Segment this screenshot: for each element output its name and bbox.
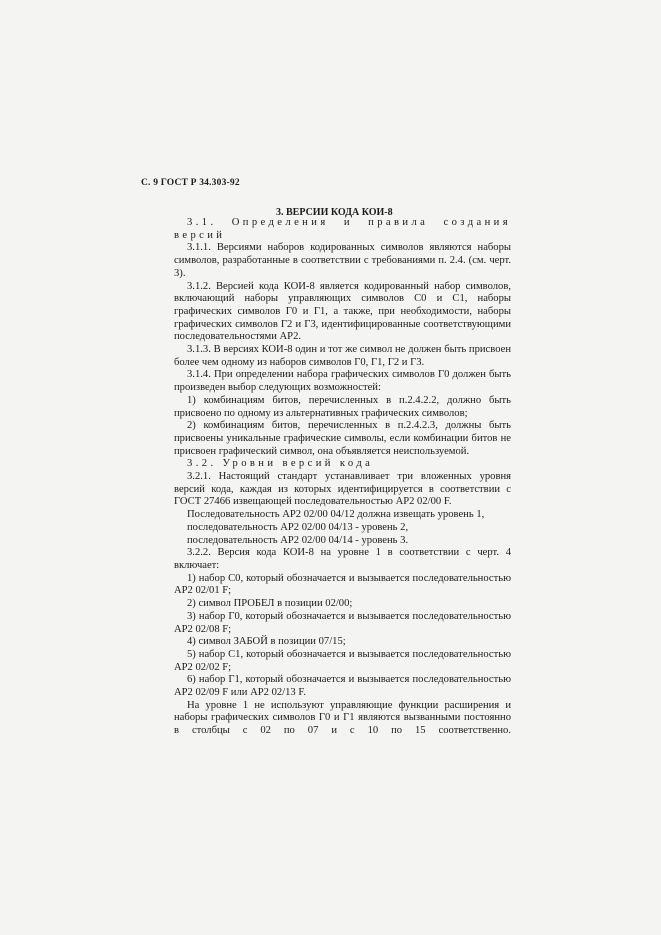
- list-item-3-2-2-1: 1) набор С0, который обозначается и вызывается последовательностью АР2 02/01 F;: [174, 572, 511, 597]
- section-title: 3. ВЕРСИИ КОДА КОИ-8: [276, 207, 393, 218]
- list-item-3-2-2-4: 4) символ ЗАБОЙ в позиции 07/15;: [187, 636, 346, 648]
- list-item-3-2-2-3: 3) набор Г0, который обозначается и вызывается последовательностью АР2 02/08 F;: [174, 610, 511, 635]
- list-item-3-1-4-1: 1) комбинациям битов, перечисленных в п.2.4.2.2, должно быть присвоено по одному из альтернативных графических символов;: [174, 394, 511, 419]
- page-header: С. 9 ГОСТ Р 34.303-92: [141, 178, 240, 188]
- list-item-3-2-2-5: 5) набор С1, который обозначается и вызывается последовательностью АР2 02/02 F;: [174, 648, 511, 673]
- subheading-3-2: 3.2. Уровни версий кода: [187, 458, 374, 470]
- paragraph-3-1-4: 3.1.4. При определении набора графических символов Г0 должен быть произведен выбор следующих возможностей:: [174, 369, 511, 394]
- paragraph-level-1-note: На уровне 1 не используют управляющие функции расширения и наборы графических символов Г0 и Г1 являются вызванными постоянно в столбцы с 02 по 07 и с 10 по 15 соответственно.: [174, 699, 511, 737]
- document-body: [174, 217, 511, 738]
- list-item-3-1-4-2: 2) комбинациям битов, перечисленных в п.2.4.2.3, должны быть присвоены уникальные графические символы, если комбинации битов не присвоен графический символ, она объявляется неиспользуемой.: [174, 420, 511, 457]
- subheading-3-1: 3.1. Определения и правила создания версий: [174, 217, 511, 241]
- paragraph-level-3: последовательность АР2 02/00 04/14 - уровень 3.: [187, 534, 409, 546]
- paragraph-3-1-1: 3.1.1. Версиями наборов кодированных символов являются наборы символов, разработанные в соответствии с требованиями п. 2.4. (см. черт. 3).: [174, 242, 511, 279]
- paragraph-level-1: Последовательность АР2 02/00 04/12 должна извещать уровень 1,: [187, 509, 485, 521]
- paragraph-3-1-3: 3.1.3. В версиях КОИ-8 один и тот же символ не должен быть присвоен более чем одному из наборов символов Г0, Г1, Г2 и Г3.: [174, 344, 511, 368]
- list-item-3-2-2-2: 2) символ ПРОБЕЛ в позиции 02/00;: [187, 598, 353, 610]
- paragraph-level-2: последовательность АР2 02/00 04/13 - уровень 2,: [187, 521, 409, 533]
- paragraph-3-2-2: 3.2.2. Версия кода КОИ-8 на уровне 1 в соответствии с черт. 4 включает:: [174, 547, 511, 571]
- list-item-3-2-2-6: 6) набор Г1, который обозначается и вызывается последовательностью АР2 02/09 F или АР2 02/13 F.: [174, 674, 511, 699]
- paragraph-3-2-1: 3.2.1. Настоящий стандарт устанавливает три вложенных уровня версий кода, каждая из которых идентифицируется в соответствии с ГОСТ 27466 извещающей последовательностью АР2 02/00 F.: [174, 471, 511, 508]
- paragraph-3-1-2: 3.1.2. Версией кода КОИ-8 является кодированный набор символов, включающий наборы управляющих символов С0 и С1, наборы графических символов Г0 и Г1, а также, при необходимости, наборы графических символов Г2 и Г3, идентифицированные соответствующими последовательностями АР2.: [174, 280, 511, 343]
